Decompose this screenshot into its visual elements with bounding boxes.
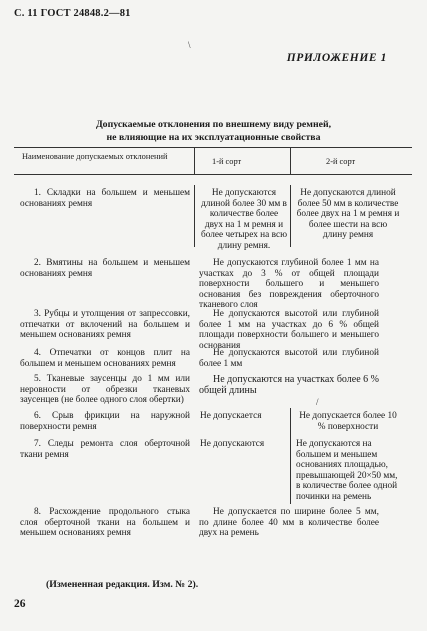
row-6-grade-2: Не допускается более 10 % поверхности [299, 411, 397, 432]
row-3-defect: 3. Рубцы и утолщения от запрессовки, отпечатки от вклочений на большем и меньшем основаниях ремня [20, 309, 190, 341]
table-title-line-2: не влияющие на их эксплуатационные свойства [106, 132, 321, 143]
row-1-grade-2: Не допускаются длиной более 50 мм в количестве более двух на 1 м ремня и более шести на всю длину ремня [296, 188, 400, 241]
header-defect: Наименование допускаемых отклонений [22, 152, 168, 161]
table-title-line-1: Допускаемые отклонения по внешнему виду ремней, [95, 119, 332, 130]
appendix-heading: ПРИЛОЖЕНИЕ 1 [286, 52, 387, 64]
row7-divider [290, 434, 291, 504]
row1-divider-2 [290, 185, 291, 247]
table-top-rule [14, 147, 412, 148]
row-5-defect: 5. Тканевые заусенцы до 1 мм или неровности от обрезки тканевых заусенцев (не более одного слоя обертки) [20, 374, 190, 406]
amendment-note: (Измененная редакция. Изм. № 2). [46, 579, 199, 590]
header-grade-1: 1-й сорт [212, 157, 242, 166]
row-6-grade-1: Не допускается [200, 411, 262, 421]
row-4-defect: 4. Отпечатки от концов плит на большем и меньшем основаниях ремня [20, 348, 190, 369]
row-1-defect: 1. Складки на большем и меньшем основаниях ремня [20, 188, 190, 209]
stray-mark-2: / [316, 397, 319, 407]
row-7-grade-1: Не допускаются [200, 439, 265, 449]
row-2-both-grades: Не допускаются глубиной более 1 мм на участках до 3 % от общей площади поверхности большего и меньшего основания без повреждения оберточного тканевого слоя [199, 258, 379, 311]
row-2-defect: 2. Вмятины на большем и меньшем основаниях ремня [20, 258, 190, 279]
row-6-defect: 6. Срыв фрикции на наружной поверхности ремня [20, 411, 190, 432]
row1-divider-1 [194, 185, 195, 247]
row-7-defect: 7. Следы ремонта слоя оберточной ткани ремня [20, 439, 190, 460]
document-reference: С. 11 ГОСТ 24848.2—81 [14, 8, 131, 19]
table-header-rule [14, 174, 412, 175]
header-grade-2: 2-й сорт [326, 157, 356, 166]
row-8-defect: 8. Расхождение продольного стыка слоя оберточной ткани на большем и меньшем основаниях ремня [20, 507, 190, 539]
row-4-both-grades: Не допускаются высотой или глубиной более 1 мм [199, 348, 379, 369]
row-5-both-grades: Не допускаются на участках более 6 % общей длины [199, 374, 379, 396]
page-number: 26 [14, 598, 26, 610]
row-7-grade-2: Не допускаются на большем и меньшем основаниях площадью, превышающей 20×50 мм, в количестве более одной починки на ремень [296, 439, 398, 502]
stray-mark: \ [188, 40, 191, 50]
row-1-grade-1: Не допускаются длиной более 30 мм в количестве более двух на 1 м ремня и более четырех на всю длину ремня. [200, 188, 288, 251]
row-8-both-grades: Не допускается по ширине более 5 мм, по длине более 40 мм в количестве более двух на ремень [199, 507, 379, 539]
row-3-both-grades: Не допускаются высотой или глубиной более 1 мм на участках до 6 % общей площади поверхности большего и меньшего основания [199, 309, 379, 351]
header-divider-1 [194, 147, 195, 174]
